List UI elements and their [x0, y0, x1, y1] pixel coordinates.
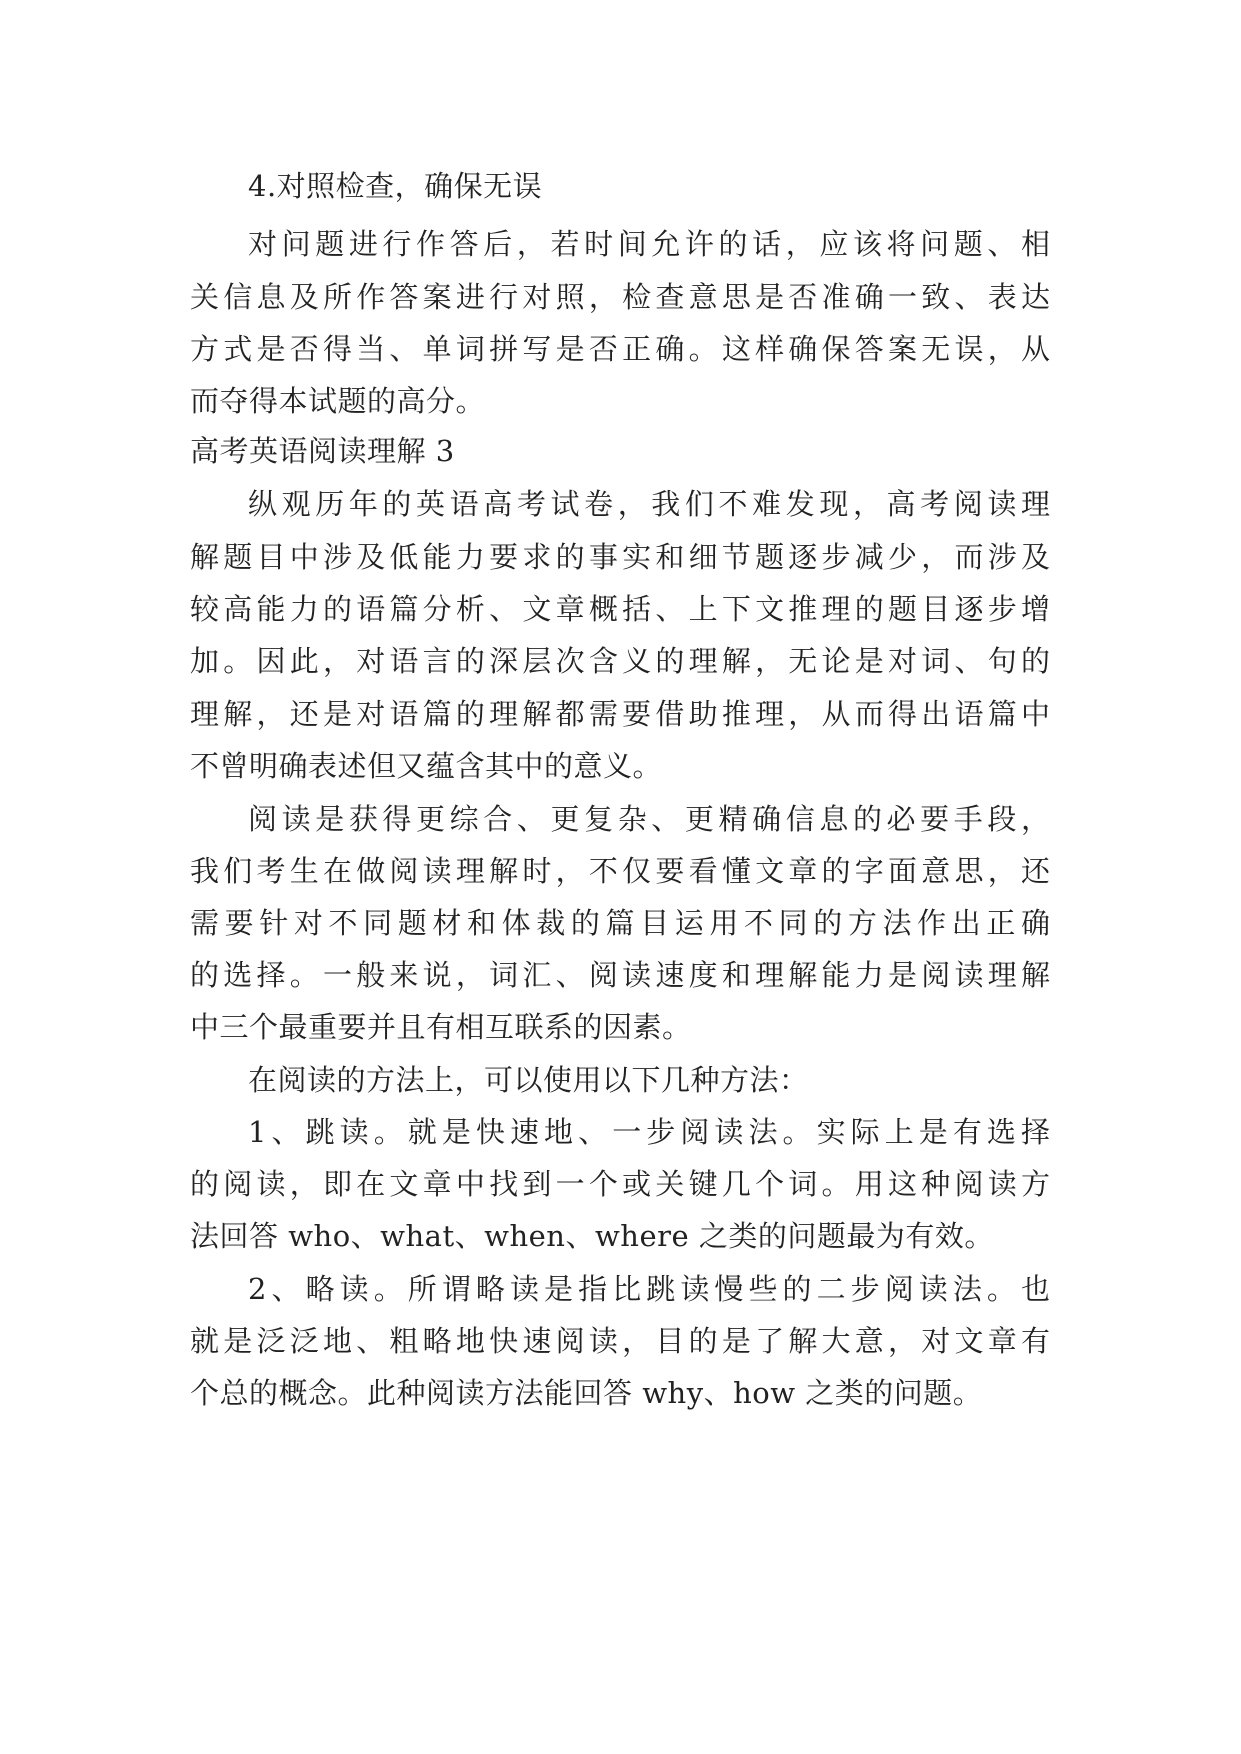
- paragraph-line: 1、跳读。就是快速地、一步阅读法。实际上是有选择: [248, 1115, 1050, 1149]
- paragraph-line: 关信息及所作答案进行对照，检查意思是否准确一致、表达: [190, 280, 1050, 314]
- paragraph-line: 对问题进行作答后，若时间允许的话，应该将问题、相: [248, 227, 1050, 261]
- paragraph-line: 需要针对不同题材和体裁的篇目运用不同的方法作出正确: [190, 906, 1050, 940]
- article-title: 高考英语阅读理解 3: [190, 434, 455, 468]
- paragraph-line: 纵观历年的英语高考试卷，我们不难发现，高考阅读理: [248, 487, 1050, 521]
- paragraph-line: 的阅读，即在文章中找到一个或关键几个词。用这种阅读方: [190, 1167, 1050, 1201]
- paragraph-line: 的选择。一般来说，词汇、阅读速度和理解能力是阅读理解: [190, 958, 1050, 992]
- paragraph-line: 就是泛泛地、粗略地快速阅读，目的是了解大意，对文章有: [190, 1324, 1050, 1358]
- section-heading-4: 4.对照检查，确保无误: [248, 169, 543, 203]
- paragraph-line: 较高能力的语篇分析、文章概括、上下文推理的题目逐步增: [190, 592, 1050, 626]
- paragraph-line: 中三个最重要并且有相互联系的因素。: [190, 1010, 692, 1044]
- paragraph-line: 解题目中涉及低能力要求的事实和细节题逐步减少，而涉及: [190, 540, 1050, 574]
- paragraph-line: 2、略读。所谓略读是指比跳读慢些的二步阅读法。也: [248, 1272, 1050, 1306]
- paragraph-line: 法回答 who、what、when、where 之类的问题最为有效。: [190, 1219, 994, 1253]
- paragraph-line: 个总的概念。此种阅读方法能回答 why、how 之类的问题。: [190, 1376, 983, 1410]
- paragraph-line: 理解，还是对语篇的理解都需要借助推理，从而得出语篇中: [190, 697, 1050, 731]
- paragraph-line: 而夺得本试题的高分。: [190, 384, 486, 418]
- paragraph-line: 在阅读的方法上，可以使用以下几种方法：: [248, 1063, 809, 1097]
- paragraph-line: 阅读是获得更综合、更复杂、更精确信息的必要手段，: [248, 802, 1050, 836]
- paragraph-line: 我们考生在做阅读理解时，不仅要看懂文章的字面意思，还: [190, 854, 1050, 888]
- paragraph-line: 方式是否得当、单词拼写是否正确。这样确保答案无误，从: [190, 332, 1050, 366]
- paragraph-line: 不曾明确表述但又蕴含其中的意义。: [190, 749, 663, 783]
- paragraph-line: 加。因此，对语言的深层次含义的理解，无论是对词、句的: [190, 644, 1050, 678]
